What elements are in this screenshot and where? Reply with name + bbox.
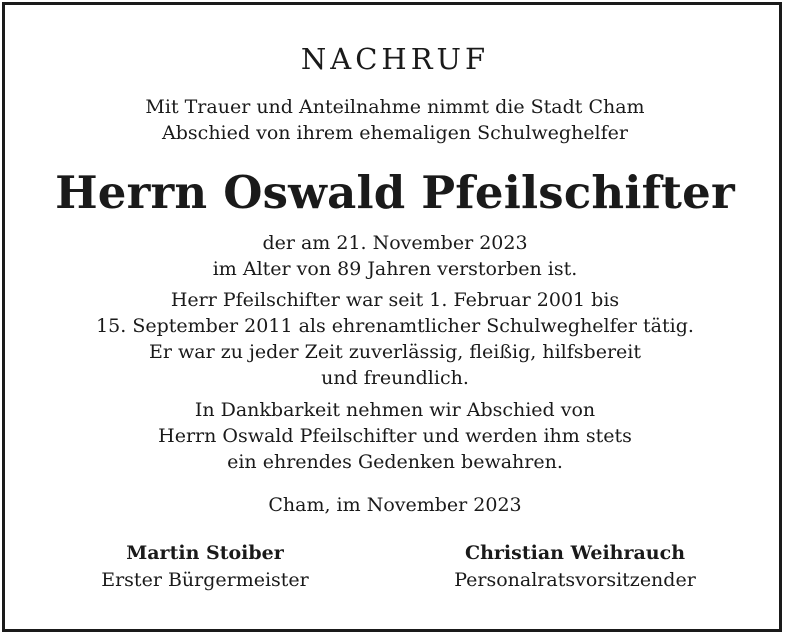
place-date: Cham, im November 2023 bbox=[268, 494, 522, 516]
signatory-title: Personalratsvorsitzender bbox=[454, 569, 696, 591]
body-line: und freundlich. bbox=[321, 367, 469, 389]
body-line: Er war zu jeder Zeit zuverlässig, fleißig, hilfsbereit bbox=[148, 341, 641, 363]
body-line: ein ehrendes Gedenken bewahren. bbox=[227, 451, 563, 473]
intro-line: Abschied von ihrem ehemaligen Schulweghelfer bbox=[162, 122, 628, 144]
deceased-name: Herrn Oswald Pfeilschifter bbox=[55, 166, 735, 219]
body-line: Herr Pfeilschifter war seit 1. Februar 2001 bis bbox=[170, 289, 620, 311]
body-line: Herrn Oswald Pfeilschifter und werden ihm stets bbox=[158, 425, 632, 447]
signatory-left bbox=[35, 540, 375, 594]
body-line: In Dankbarkeit nehmen wir Abschied von bbox=[194, 399, 596, 421]
signatory-right bbox=[405, 540, 745, 594]
body-line: im Alter von 89 Jahren verstorben ist. bbox=[212, 258, 578, 280]
body-line: der am 21. November 2023 bbox=[262, 232, 528, 254]
notice-heading: NACHRUF bbox=[300, 42, 490, 76]
intro-line: Mit Trauer und Anteilnahme nimmt die Stadt Cham bbox=[145, 96, 645, 118]
signatory-title: Erster Bürgermeister bbox=[101, 569, 309, 591]
signatory-name: Martin Stoiber bbox=[126, 542, 284, 564]
signatory-name: Christian Weihrauch bbox=[464, 542, 686, 564]
body-line: 15. September 2011 als ehrenamtlicher Schulweghelfer tätig. bbox=[96, 315, 694, 337]
